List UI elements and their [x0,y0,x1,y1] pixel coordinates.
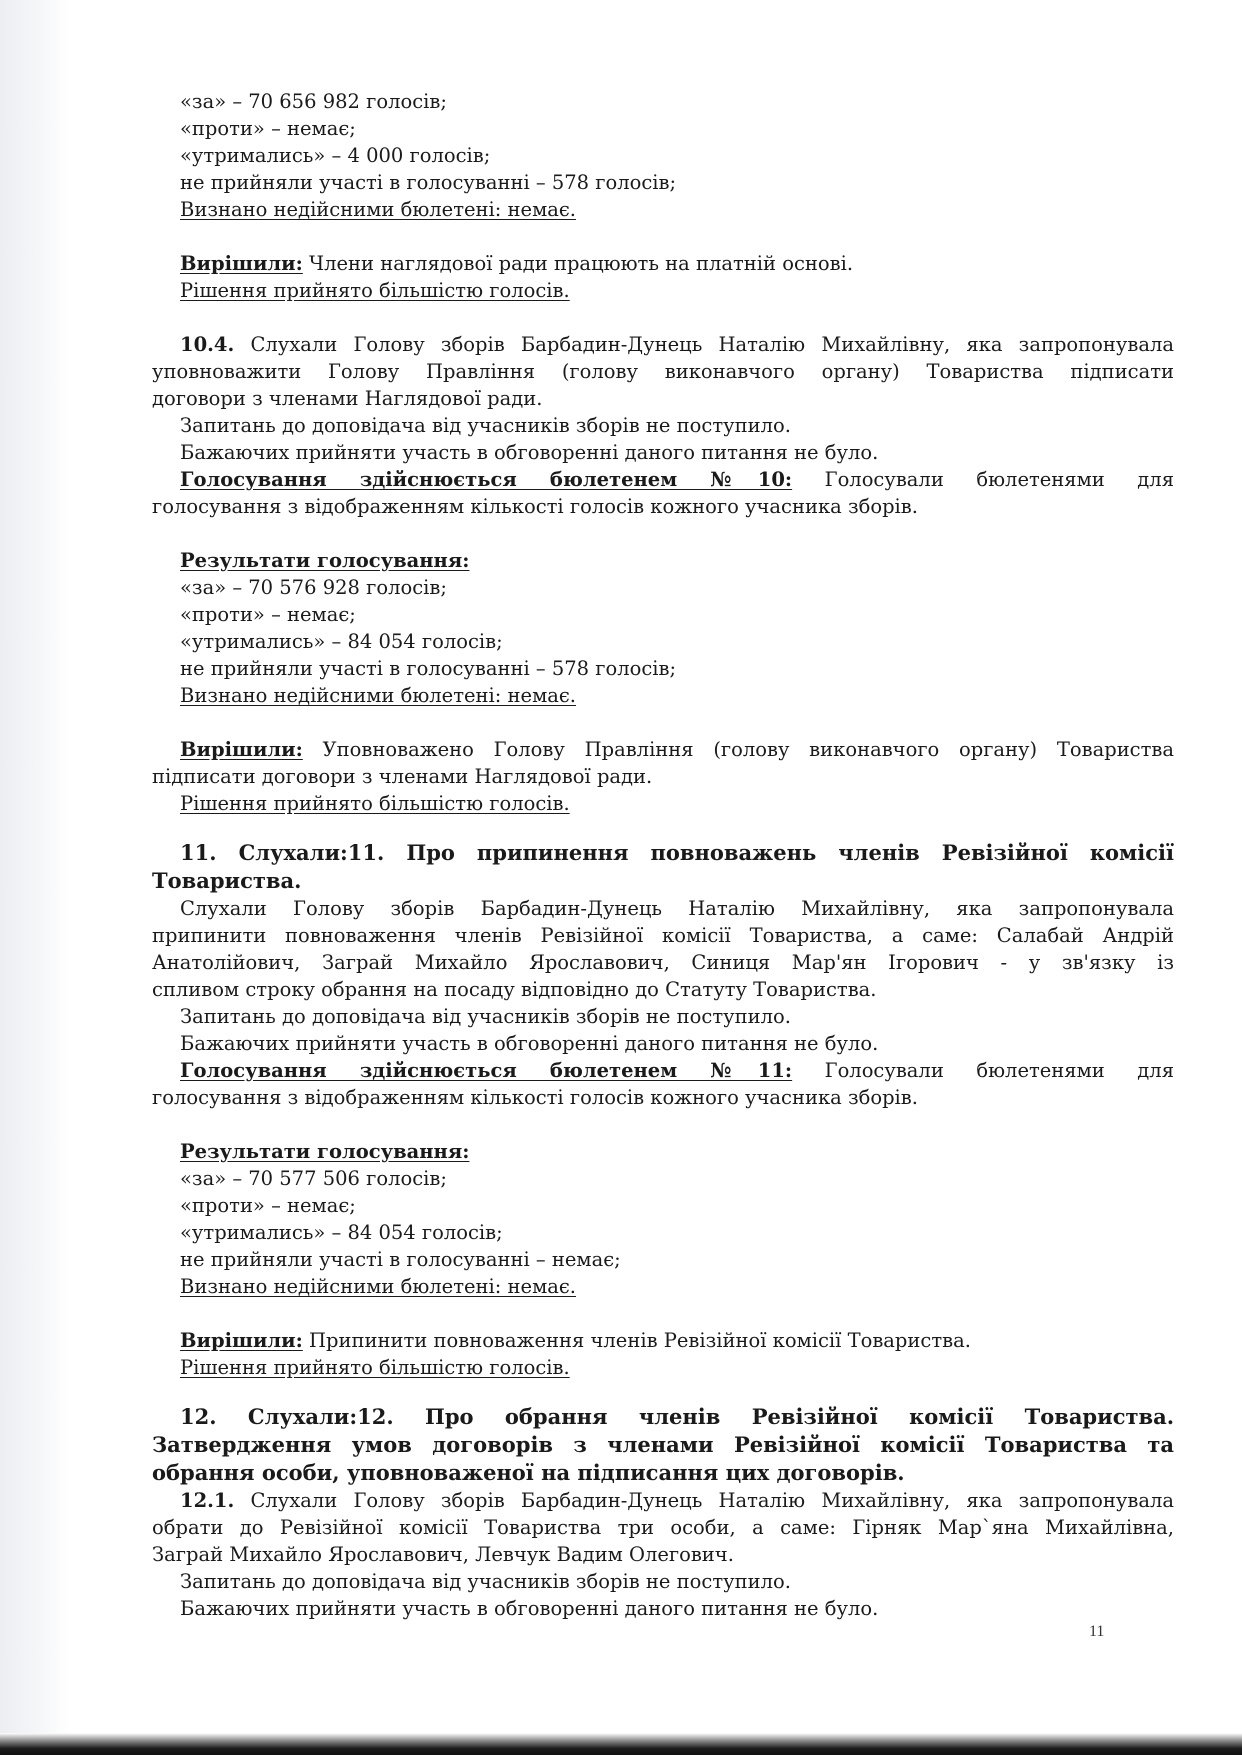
votes-not-participated: не прийняли участі в голосуванні – 578 голосів; [180,657,677,680]
item-12-1-line1: 12.1. Слухали Голову зборів Барбадин-Дунець Наталію Михайлівну, яка запропонувала [180,1489,1174,1512]
voting-label: Голосування здійснюється бюлетенем №11: [180,1059,793,1082]
votes-against: «проти» – немає; [180,117,356,140]
discussion-text: Бажаючих прийняти участь в обговоренні даного питання не було. [180,441,879,464]
voting-line: Голосування здійснюється бюлетенем №11: Голосували бюлетенями для [180,1059,1174,1082]
item-number: 10.4. [180,333,235,356]
item-12-heading: 12. Слухали:12. Про обрання членів Ревізійної комісії Товариства. [180,1404,1174,1429]
discussion-text: Бажаючих прийняти участь в обговоренні даного питання не було. [180,1597,879,1620]
votes-for: «за» – 70 577 506 голосів; [180,1167,447,1190]
document-page [152,88,1174,1622]
questions-text: Запитань до доповідача від учасників зборів не поступило. [180,1570,791,1593]
results-title: Результати голосування: [180,1140,470,1163]
questions-text: Запитань до доповідача від учасників зборів не поступило. [180,1005,791,1028]
discussion-text: Бажаючих прийняти участь в обговоренні даного питання не було. [180,1032,879,1055]
votes-not-participated: не прийняли участі в голосуванні – 578 голосів; [180,171,677,194]
votes-for: «за» – 70 656 982 голосів; [180,90,447,113]
scan-shadow-bottom [0,1733,1242,1755]
decision-adopted: Рішення прийнято більшістю голосів. [180,792,570,815]
votes-not-participated: не прийняли участі в голосуванні – немає; [180,1248,621,1271]
decision-10-4-line2: підписати договори з членами Наглядової ради. [152,765,653,788]
decision-text: Члени наглядової ради працюють на платній основі. [302,252,854,275]
results-title: Результати голосування: [180,549,470,572]
invalid-ballots: Визнано недійсними бюлетені: немає. [180,684,576,707]
votes-against: «проти» – немає; [180,603,356,626]
item-12-1-line2: обрати до Ревізійної комісії Товариства три особи, а саме: Гірняк Мар`яна Михайлівна, [152,1516,1174,1539]
item-11-line3: Анатолійович, Заграй Михайло Ярославович, Синиця Мар'ян Ігорович - у зв'язку із [152,951,1174,974]
votes-abstained: «утримались» – 84 054 голосів; [180,1221,503,1244]
item-11-heading: 11. Слухали:11. Про припинення повноважень членів Ревізійної комісії [180,840,1174,865]
votes-abstained: «утримались» – 4 000 голосів; [180,144,491,167]
item-12-1-line3: Заграй Михайло Ярославович, Левчук Вадим Олегович. [152,1543,734,1566]
votes-abstained: «утримались» – 84 054 голосів; [180,630,503,653]
questions-text: Запитань до доповідача від учасників зборів не поступило. [180,414,791,437]
decision-label: Вирішили: [180,1329,303,1352]
decision-11: Вирішили: Припинити повноваження членів Ревізійної комісії Товариства. [180,1329,971,1352]
item-12-heading-line3: обрання особи, уповноваженої на підписання цих договорів. [152,1460,905,1485]
item-10-4-line1: 10.4. Слухали Голову зборів Барбадин-Дунець Наталію Михайлівну, яка запропонувала [180,333,1174,356]
item-11-line1: Слухали Голову зборів Барбадин-Дунець Наталію Михайлівну, яка запропонувала [180,897,1174,920]
item-11-line2: припинити повноваження членів Ревізійної комісії Товариства, а саме: Салабай Андрій [152,924,1174,947]
item-10-4-line3: договори з членами Наглядової ради. [152,387,543,410]
decision-adopted: Рішення прийнято більшістю голосів. [180,1356,570,1379]
votes-against: «проти» – немає; [180,1194,356,1217]
item-number: 12.1. [180,1489,235,1512]
decision-10-4: Вирішили: Уповноважено Голову Правління (голову виконавчого органу) Товариства [180,738,1174,761]
item-11-heading-line2: Товариства. [152,868,302,893]
invalid-ballots: Визнано недійсними бюлетені: немає. [180,1275,576,1298]
decision-1 [152,250,1174,277]
item-12-heading-line2: Затвердження умов договорів з членами Ревізійної комісії Товариства та [152,1432,1174,1457]
page-number: 11 [1089,1623,1105,1640]
voting-line: Голосування здійснюється бюлетенем №10: Голосували бюлетенями для [180,468,1174,491]
decision-label: Вирішили: [180,738,303,761]
item-10-4-line2: уповноважити Голову Правління (голову виконавчого органу) Товариства підписати [152,360,1174,383]
decision-adopted: Рішення прийнято більшістю голосів. [180,279,570,302]
voting-label: Голосування здійснюється бюлетенем №10: [180,468,793,491]
voting-line2: голосування з відображенням кількості голосів кожного учасника зборів. [152,495,918,518]
voting-line2: голосування з відображенням кількості голосів кожного учасника зборів. [152,1086,918,1109]
item-11-line4: спливом строку обрання на посаду відповідно до Статуту Товариства. [152,978,877,1001]
votes-for: «за» – 70 576 928 голосів; [180,576,447,599]
scan-shadow-left [0,0,70,1755]
invalid-ballots: Визнано недійсними бюлетені: немає. [180,198,576,221]
decision-label: Вирішили: [180,252,303,275]
